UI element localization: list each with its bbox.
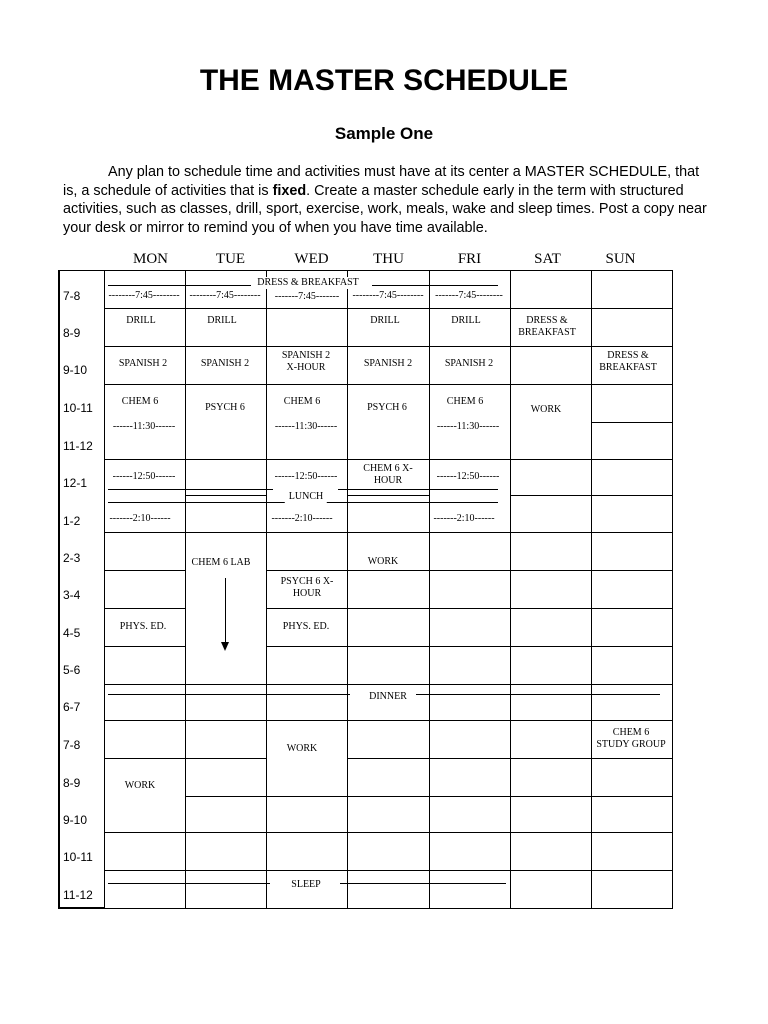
cell-sun-10-11 (591, 384, 673, 423)
entry-time-745: --------7:45-------- (189, 290, 261, 301)
cell-tue-10-12 (185, 384, 267, 460)
entry-psych-xhour: PSYCH 6 X- HOUR (280, 576, 334, 599)
cell-tue-9-10-pm (185, 796, 267, 833)
cell-thu-10-11 (347, 832, 430, 871)
time-label: 8-9 (63, 776, 81, 790)
cell-mon-8-10 (104, 758, 186, 833)
entry-time-1130: ------11:30------ (112, 421, 176, 432)
grid-border-left (58, 270, 60, 908)
cell-sat-2-3 (510, 532, 592, 571)
entry-time-1130: ------11:30------ (436, 421, 500, 432)
cell-thu-10-12 (347, 384, 430, 460)
cell-sat-6-7 (510, 684, 592, 721)
cell-mon-2-3 (104, 532, 186, 571)
cell-wed-10-11 (266, 832, 348, 871)
cell-mon-3-4 (104, 570, 186, 609)
time-label: 12-1 (63, 476, 88, 490)
time-label: 9-10 (63, 363, 88, 377)
cell-wed-7-8 (266, 270, 348, 309)
cell-sat-3-4 (510, 570, 592, 609)
cell-tue-6-7 (185, 684, 267, 721)
entry-time-210: -------2:10------ (109, 513, 171, 524)
intro-text-c: . Create a master schedule early in the term with structured activities, such as classes, drill, sport, exercise, work, meals, wake and sleep times. Post a copy near your desk or mirror to remind you of when you have time available. (63, 182, 707, 236)
cell-wed-6-7 (266, 684, 348, 721)
cell-mon-6-7 (104, 684, 186, 721)
cell-thu-5-6 (347, 646, 430, 685)
cell-sun-10-11 (591, 832, 673, 871)
cell-tue-2-6 (185, 532, 267, 685)
entry-time-745: -------7:45------- (274, 291, 340, 302)
entry-work: WORK (367, 556, 399, 567)
entry-chem: CHEM 6 (121, 396, 159, 407)
cell-wed-2-3 (266, 532, 348, 571)
entry-time-1250: ------12:50------ (112, 471, 176, 482)
time-label: 10-11 (63, 850, 93, 864)
cell-fri-10-11 (429, 832, 511, 871)
cell-thu-8-9-pm (347, 758, 430, 797)
entry-psych: PSYCH 6 (367, 402, 407, 413)
cell-sun-8-9-pm (591, 758, 673, 797)
entry-dinner: DINNER (363, 691, 413, 703)
cell-tue-12-1 (185, 459, 267, 496)
banner-line-dinner-right (416, 694, 660, 695)
cell-mon-10-11 (104, 832, 186, 871)
banner-line-sleep-right (340, 883, 506, 884)
entry-chem: CHEM 6 (283, 396, 321, 407)
cell-mon-5-6 (104, 646, 186, 685)
time-label: 10-11 (63, 401, 93, 415)
cell-mon-8-9 (104, 308, 186, 347)
cell-fri-9-10-pm (429, 796, 511, 833)
intro-text-emphasis: fixed (272, 182, 307, 199)
cell-sun-7-8 (591, 270, 673, 309)
cell-sun-2-3 (591, 532, 673, 571)
cell-sun-5-6 (591, 646, 673, 685)
cell-sat-4-5 (510, 608, 592, 647)
cell-tue-7-8-pm (185, 720, 267, 759)
cell-fri-8-9 (429, 308, 511, 347)
cell-sun-9-10-pm (591, 796, 673, 833)
cell-tue-8-9-pm (185, 758, 267, 797)
entry-time-745: -------7:45-------- (435, 290, 503, 301)
cell-sun-3-4 (591, 570, 673, 609)
day-header-sun: SUN (605, 251, 636, 267)
entry-chem-study-group: CHEM 6 STUDY GROUP (596, 727, 666, 750)
cell-wed-7-9 (266, 720, 348, 797)
cell-tue-11-12 (185, 870, 267, 909)
time-label: 1-2 (63, 514, 81, 528)
entry-sleep: SLEEP (285, 879, 326, 891)
banner-line-breakfast-left (108, 285, 251, 286)
entry-dress-breakfast-sat: DRESS & BREAKFAST (518, 315, 576, 338)
entry-chem-xhour: CHEM 6 X- HOUR (363, 463, 413, 486)
entry-chem-lab: CHEM 6 LAB (191, 557, 251, 568)
entry-psych: PSYCH 6 (205, 402, 245, 413)
cell-tue-8-9 (185, 308, 267, 347)
cell-wed-9-10-pm (266, 796, 348, 833)
time-label: 8-9 (63, 326, 81, 340)
cell-sun-8-9 (591, 308, 673, 347)
time-label: 4-5 (63, 626, 81, 640)
cell-sat-7-8-pm (510, 720, 592, 759)
cell-sun-12-1 (591, 459, 673, 496)
banner-line-sleep-left (108, 883, 270, 884)
entry-work: WORK (286, 743, 318, 754)
cell-sat-7-8 (510, 270, 592, 309)
time-label: 5-6 (63, 663, 81, 677)
arrow-shaft (225, 578, 226, 644)
cell-sat-10-12 (510, 384, 592, 460)
cell-fri-3-4 (429, 570, 511, 609)
cell-sat-9-10 (510, 346, 592, 385)
page-subtitle: Sample One (334, 124, 434, 143)
entry-phys-ed: PHYS. ED. (119, 621, 167, 632)
day-header-tue: TUE (215, 251, 246, 267)
cell-sun-6-7 (591, 684, 673, 721)
entry-time-745: --------7:45-------- (352, 290, 424, 301)
time-label: 3-4 (63, 588, 81, 602)
cell-thu-11-12 (347, 870, 430, 909)
entry-spanish: SPANISH 2 (200, 358, 250, 369)
cell-mon-11-12 (104, 870, 186, 909)
cell-fri-11-12 (429, 870, 511, 909)
cell-sat-12-1 (510, 459, 592, 496)
grid-border-top-left (58, 270, 105, 271)
cell-thu-1-2 (347, 495, 430, 533)
day-header-wed: WED (294, 251, 329, 267)
cell-thu-9-10-pm (347, 796, 430, 833)
entry-spanish: SPANISH 2 (363, 358, 413, 369)
time-label: 11-12 (63, 888, 93, 902)
entry-time-1250: ------12:50------ (274, 471, 338, 482)
entry-time-210: -------2:10------ (271, 513, 333, 524)
cell-thu-8-9 (347, 308, 430, 347)
entry-spanish-xhour: SPANISH 2 X-HOUR (281, 350, 331, 373)
cell-fri-6-7 (429, 684, 511, 721)
cell-fri-8-9-pm (429, 758, 511, 797)
day-header-sat: SAT (534, 251, 561, 267)
entry-time-745: --------7:45-------- (108, 290, 180, 301)
cell-thu-3-4 (347, 570, 430, 609)
entry-drill: DRILL (207, 315, 237, 326)
grid-border-bottom-left (58, 907, 105, 909)
entry-chem: CHEM 6 (446, 396, 484, 407)
banner-line-lunch-left (108, 489, 273, 490)
cell-sat-10-11 (510, 832, 592, 871)
entry-spanish: SPANISH 2 (118, 358, 168, 369)
entry-time-1130: ------11:30------ (274, 421, 338, 432)
page-title: THE MASTER SCHEDULE (199, 64, 569, 97)
day-header-mon: MON (132, 251, 168, 267)
cell-sat-9-10-pm (510, 796, 592, 833)
cell-fri-2-3 (429, 532, 511, 571)
cell-sat-1-2 (510, 495, 592, 533)
cell-thu-7-8-pm (347, 720, 430, 759)
cell-sun-1-2 (591, 495, 673, 533)
cell-mon-7-8-pm (104, 720, 186, 759)
cell-wed-5-6 (266, 646, 348, 685)
time-label: 7-8 (63, 738, 81, 752)
cell-sun-11-12 (591, 870, 673, 909)
cell-sat-11-12 (510, 870, 592, 909)
time-label: 9-10 (63, 813, 88, 827)
banner-line-dinner-left (108, 694, 350, 695)
entry-spanish: SPANISH 2 (444, 358, 494, 369)
entry-drill: DRILL (451, 315, 481, 326)
banner-line-breakfast-right (372, 285, 498, 286)
entry-work: WORK (530, 404, 562, 415)
entry-dress-breakfast: DRESS & BREAKFAST (254, 277, 362, 289)
day-header-fri: FRI (457, 251, 482, 267)
time-label: 2-3 (63, 551, 81, 565)
intro-text-a: Any plan to schedule time and activities must have at its center a MASTER SCHEDULE, that is, a schedule of activities that is (63, 164, 700, 199)
cell-tue-1-2 (185, 495, 267, 533)
entry-lunch: LUNCH (285, 491, 327, 503)
cell-sun-11-12 (591, 422, 673, 460)
entry-phys-ed: PHYS. ED. (282, 621, 330, 632)
cell-fri-5-6 (429, 646, 511, 685)
entry-work: WORK (124, 780, 156, 791)
day-header-thu: THU (373, 251, 404, 267)
entry-time-210: -------2:10------ (433, 513, 495, 524)
entry-dress-breakfast-sun: DRESS & BREAKFAST (599, 350, 657, 373)
cell-wed-8-9 (266, 308, 348, 347)
time-label: 11-12 (63, 439, 93, 453)
cell-fri-7-8-pm (429, 720, 511, 759)
cell-fri-4-5 (429, 608, 511, 647)
entry-drill: DRILL (126, 315, 156, 326)
entry-time-1250: ------12:50------ (436, 471, 500, 482)
cell-thu-4-5 (347, 608, 430, 647)
cell-sun-4-5 (591, 608, 673, 647)
banner-line-lunch-right (338, 489, 498, 490)
cell-tue-10-11 (185, 832, 267, 871)
cell-sat-5-6 (510, 646, 592, 685)
cell-sat-8-9-pm (510, 758, 592, 797)
time-label: 7-8 (63, 289, 81, 303)
time-label: 6-7 (63, 700, 81, 714)
arrow-down-icon (221, 642, 229, 651)
entry-drill: DRILL (370, 315, 400, 326)
